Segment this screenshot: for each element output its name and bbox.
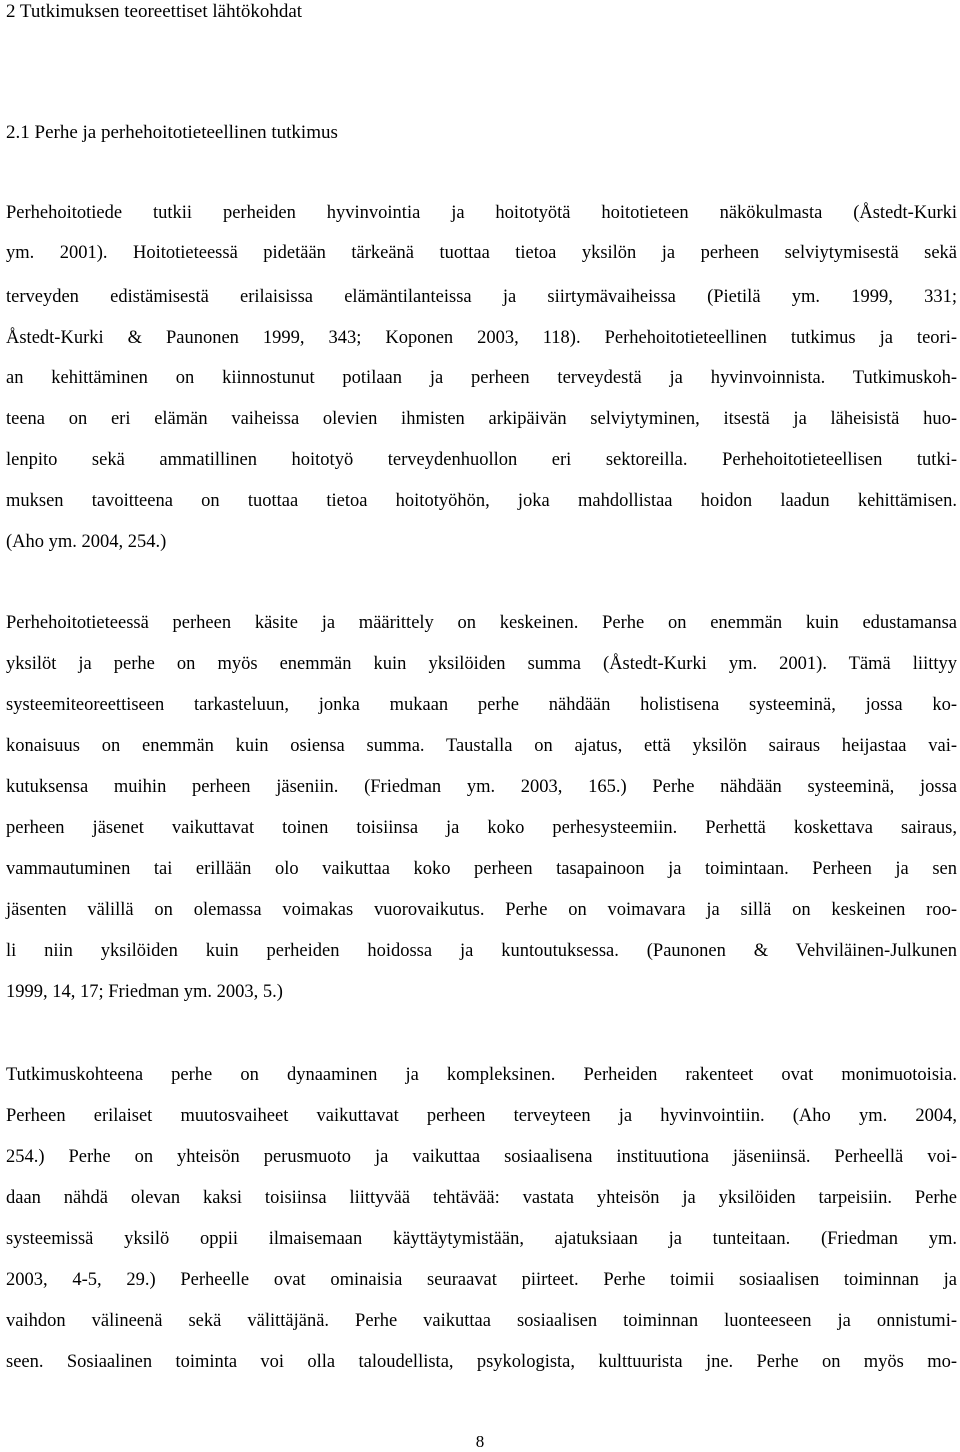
paragraph-line: perheen jäsenet vaikuttavat toinen toisiinsa ja koko perhesysteemiin. Perhettä koskettava sairaus, — [6, 818, 957, 838]
page-number: 8 — [475, 1432, 485, 1451]
paragraph-line: 1999, 14, 17; Friedman ym. 2003, 5.) — [6, 982, 283, 1002]
section-heading: 2.1 Perhe ja perhehoitotieteellinen tutkimus — [6, 122, 338, 143]
paragraph-line: Tutkimuskohteena perhe on dynaaminen ja kompleksinen. Perheiden rakenteet ovat monimuotoisia. — [6, 1065, 957, 1085]
paragraph-line: teena on eri elämän vaiheissa olevien ihmisten arkipäivän selviytyminen, itsestä ja läheisistä huo- — [6, 409, 957, 429]
paragraph-line: 2003, 4-5, 29.) Perheelle ovat ominaisia seuraavat piirteet. Perhe toimii sosiaalisen toiminnan ja — [6, 1270, 957, 1290]
paragraph-line: yksilöt ja perhe on myös enemmän kuin yksilöiden summa (Åstedt-Kurki ym. 2001). Tämä liittyy — [6, 654, 957, 674]
paragraph-line: systeemiteoreettiseen tarkasteluun, jonka mukaan perhe nähdään holistisena systeeminä, jossa ko- — [6, 695, 957, 715]
paragraph-line: 254.) Perhe on yhteisön perusmuoto ja vaikuttaa sosiaalisena instituutiona jäseniinsä. Perheellä voi- — [6, 1147, 957, 1167]
paragraph-line: (Aho ym. 2004, 254.) — [6, 532, 167, 552]
paragraph-line: terveyden edistämisestä erilaisissa elämäntilanteissa ja siirtymävaiheissa (Pietilä ym. 1999, 331; — [6, 287, 957, 307]
paragraph-line: lenpito sekä ammatillinen hoitotyö terveydenhuollon eri sektoreilla. Perhehoitotieteellisen tutki- — [6, 450, 957, 470]
paragraph-line: ym. 2001). Hoitotieteessä pidetään tärkeänä tuottaa tietoa yksilön ja perheen selviytymisestä sekä — [6, 243, 957, 263]
paragraph-line: muksen tavoitteena on tuottaa tietoa hoitotyöhön, joka mahdollistaa hoidon laadun kehittämisen. — [6, 491, 957, 511]
paragraph-line: li niin yksilöiden kuin perheiden hoidossa ja kuntoutuksessa. (Paunonen & Vehviläinen-Julkunen — [6, 941, 957, 961]
paragraph-line: systeemissä yksilö oppii ilmaisemaan käyttäytymistään, ajatuksiaan ja tunteitaan. (Friedman ym. — [6, 1229, 957, 1249]
paragraph-line: an kehittäminen on kiinnostunut potilaan ja perheen terveydestä ja hyvinvoinnista. Tutkimuskoh- — [6, 368, 957, 388]
paragraph-line: daan nähdä olevan kaksi toisiinsa liittyvää tehtävää: vastata yhteisön ja yksilöiden tarpeisiin. Perhe — [6, 1188, 957, 1208]
chapter-heading: 2 Tutkimuksen teoreettiset lähtökohdat — [6, 1, 303, 22]
paragraph-line: Perhehoitotieteessä perheen käsite ja määrittely on keskeinen. Perhe on enemmän kuin edustamansa — [6, 613, 957, 633]
paragraph-line: Åstedt-Kurki & Paunonen 1999, 343; Koponen 2003, 118). Perhehoitotieteellinen tutkimus ja teori- — [6, 328, 957, 348]
paragraph-line: kutuksensa muihin perheen jäseniin. (Friedman ym. 2003, 165.) Perhe nähdään systeeminä, jossa — [6, 777, 957, 797]
paragraph-line: Perheen erilaiset muutosvaiheet vaikuttavat perheen terveyteen ja hyvinvointiin. (Aho ym. 2004, — [6, 1106, 957, 1126]
paragraph-line: Perhehoitotiede tutkii perheiden hyvinvointia ja hoitotyötä hoitotieteen näkökulmasta (Åstedt-Kurki — [6, 203, 957, 223]
paragraph-line: vammautuminen tai erillään olo vaikuttaa koko perheen tasapainoon ja toimintaan. Perheen ja sen — [6, 859, 957, 879]
paragraph-line: vaihdon välineenä sekä välittäjänä. Perhe vaikuttaa sosiaalisen toiminnan luonteeseen ja onnistumi- — [6, 1311, 957, 1331]
paragraph-line: jäsenten välillä on olemassa voimakas vuorovaikutus. Perhe on voimavara ja sillä on keskeinen roo- — [6, 900, 957, 920]
paragraph-line: konaisuus on enemmän kuin osiensa summa. Taustalla on ajatus, että yksilön sairaus heijastaa vai- — [6, 736, 957, 756]
paragraph-line: seen. Sosiaalinen toiminta voi olla taloudellista, psykologista, kulttuurista jne. Perhe on myös mo- — [6, 1352, 957, 1372]
